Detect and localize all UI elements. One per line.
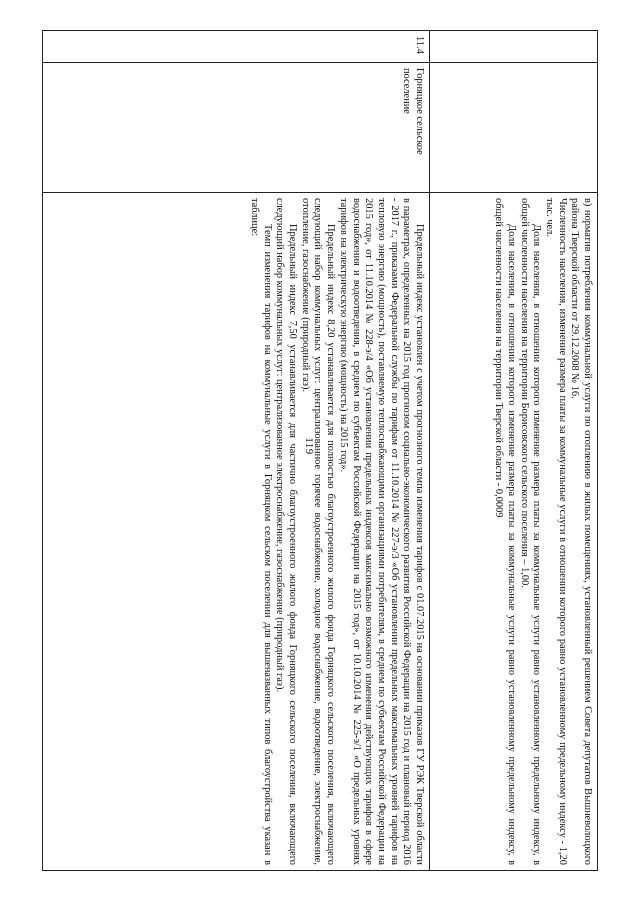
table-row xyxy=(43,31,430,871)
description-cell xyxy=(430,193,598,871)
settlement-cell: Горняцкое сельское поселение xyxy=(43,63,430,193)
table-row xyxy=(430,31,598,871)
paragraph: Доля населения, в отношении которого изменение размера платы за коммунальные услуги равно установленному предельному индексу, в общей численности населения на территории Тверской области - 0,0009 xyxy=(493,198,517,865)
settlement-cell xyxy=(430,63,598,193)
description-cell xyxy=(43,193,430,871)
paragraph: Предельный индекс 7,50 устанавливается для частично благоустроенного жилого фонда Горняцкого сельского поселения, включающего следующий набор коммунальных услуг: централизованное электроснабжение, газоснабжение (природный газ). xyxy=(274,198,299,865)
rotated-table-sheet xyxy=(42,30,598,870)
paragraph: Предельный индекс 8,20 устанавливается для полностью благоустроенного жилого фонда Горняцкого сельского поселения, включающего следующий набор коммунальных услуг: централизованное горячее водоснабжение, холодное водоснабжение, водоотведение, электроснабжение, отопление, газоснабжение (природный газ). xyxy=(299,198,337,865)
row-number-cell xyxy=(430,31,598,63)
page-number: 119 xyxy=(302,437,315,455)
row-number-cell: 11.4 xyxy=(43,31,430,63)
paragraph: Численность населения, изменение размера платы за коммунальные услуги в отношении которого равно установленному предельному индексу - 1,20 тыс. чел. xyxy=(543,198,568,865)
tariff-table xyxy=(42,30,598,871)
paragraph: Предельный индекс установлен с учетом прогнозного темпа изменения тарифов с 01.07.2015 на основании приказов ГУ РЭК Тверской области в параметрах, определенных на 2015 год прогнозом социально-экономического развития Российской Федерации на 2015 год и плановый период 2016 - 2017 г., приказами Федеральной службы по тарифам от 11.10.2014 № 227-э/3 «Об установлении предельных максимальных уровней тарифов на тепловую энергию (мощность), поставляемую теплоснабжающими организациями потребителям, в среднем по субъектам Российской Федерации на 2015 год», от 11.10.2014 № 228-э/4 «Об установлении предельных индексов максимально возможного изменения действующих тарифов в сфере водоснабжения и водоотведения, в среднем по субъектам Российской Федерации на 2015 год», от 10.10.2014 № 225-э/1 «О предельных уровнях тарифов на электрическую энергию (мощность) на 2015 год». xyxy=(337,198,425,865)
paragraph: в) норматив потребления коммунальной услуги по отоплению в жилых помещениях, установленный решением Совета депутатов Вышневолоцкого района Тверской области от 29.12.2008 № 16. xyxy=(569,198,593,865)
paragraph: Доля населения, в отношении которого изменение размера платы за коммунальные услуги равно установленному предельному индексу, в общей численности населения на территории Борисовского сельского поселения – 1,00. xyxy=(518,198,543,865)
paragraph: Темп изменения тарифов на коммунальные услуги в Горняцком сельском поселении для вышеназванных типов благоустройства указан в таблице: xyxy=(249,198,273,865)
